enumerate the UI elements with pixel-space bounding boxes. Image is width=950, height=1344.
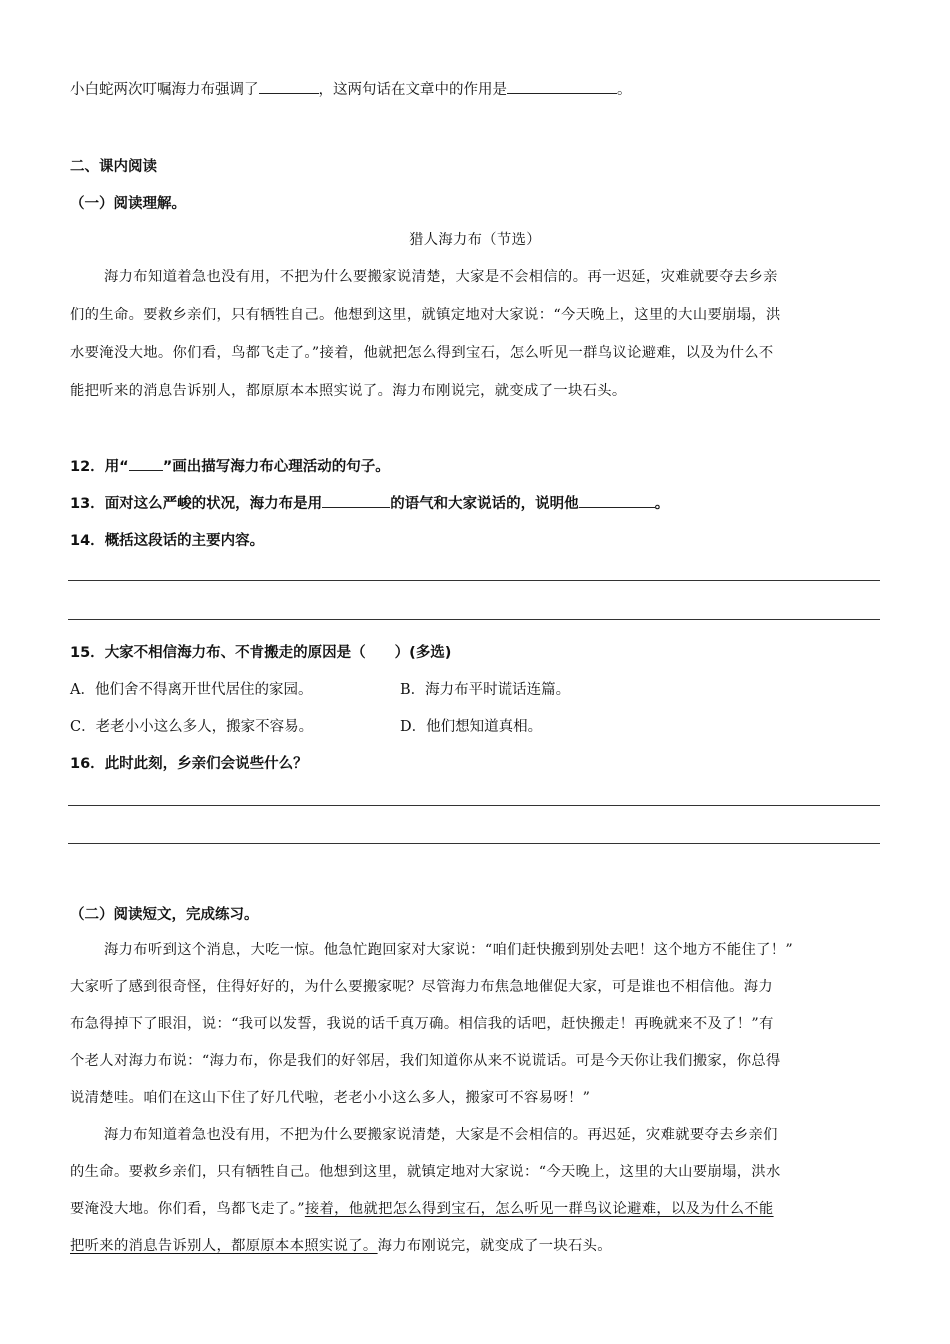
passage-line: 说清楚哇。咱们在这山下住了好几代啦，老老小小这么多人，搬家可不容易呀！” [70,1090,591,1106]
top-question-text-3: 。 [617,82,632,98]
question-text: 概括这段话的主要内容。 [104,533,265,549]
passage-line [70,1235,612,1255]
option-a[interactable]: A．他们舍不得离开世代居住的家园。 [70,682,313,698]
passage-line: 海力布听到这个消息，大吃一惊。他急忙跑回家对大家说：“咱们赶快搬到别处去吧！这个地方不能住了！” [104,942,794,958]
question-text: 大家不相信海力布、不肯搬走的原因是（ ）(多选) [104,645,452,661]
underlined-sentence: 接着，他就把怎么得到宝石，怎么听见一群鸟议论避难，以及为什么不能 [304,1201,774,1217]
answer-blank[interactable] [129,470,163,471]
option-d[interactable]: D．他们想知道真相。 [400,719,543,735]
passage-text: 要淹没大地。你们看，鸟都飞走了。” [70,1201,305,1217]
question-16 [70,752,308,773]
option-c[interactable]: C．老老小小这么多人，搬家不容易。 [70,719,314,735]
question-14 [70,529,264,550]
top-question-text-1: 小白蛇两次叮嘱海力布强调了 [70,82,259,98]
top-question-text-2: ，这两句话在文章中的作用是 [318,82,507,98]
answer-line[interactable] [68,619,880,620]
subsection-heading: （一）阅读理解。 [70,196,186,212]
answer-blank[interactable] [259,93,319,94]
question-text: 的语气和大家说话的，说明他 [390,496,579,512]
answer-blank[interactable] [579,507,655,508]
answer-line[interactable] [68,805,880,806]
passage-line: 布急得掉下了眼泪，说：“我可以发誓，我说的话千真万确。相信我的话吧，赶快搬走！再晚就来不及了！”有 [70,1016,774,1032]
top-question [70,78,632,99]
passage-line: 的生命。要救乡亲们，只有牺牲自己。他想到这里，就镇定地对大家说：“今天晚上，这里的大山要崩塌，洪水 [70,1164,781,1180]
section-heading: 二、课内阅读 [70,159,157,175]
passage-line: 大家听了感到很奇怪，住得好好的，为什么要搬家呢？尽管海力布焦急地催促大家，可是谁也不相信他。海力 [70,979,774,995]
passage-title: 猎人海力布（节选） [409,232,541,248]
passage-line [70,1198,774,1218]
question-12 [70,455,390,476]
answer-line[interactable] [68,580,880,581]
passage-line: 个老人对海力布说：“海力布，你是我们的好邻居，我们知道你从来不说谎话。可是今天你让我们搬家，你总得 [70,1053,781,1069]
question-text: 。 [654,496,670,512]
passage-line: 海力布知道着急也没有用，不把为什么要搬家说清楚，大家是不会相信的。再一迟延，灾难就要夺去乡亲 [104,269,778,285]
answer-blank[interactable] [322,507,390,508]
passage-line: 海力布知道着急也没有用，不把为什么要搬家说清楚，大家是不会相信的。再迟延，灾难就要夺去乡亲们 [104,1127,778,1143]
question-text: 此时此刻，乡亲们会说些什么？ [104,756,308,772]
question-text: 面对这么严峻的状况，海力布是用 [104,496,323,512]
question-text: ”画出描写海力布心理活动的句子。 [162,459,390,475]
passage-text: 海力布刚说完，就变成了一块石头。 [377,1238,612,1254]
question-number: 14． [70,533,105,549]
underlined-sentence: 把听来的消息告诉别人，都原原本本照实说了。 [70,1238,378,1254]
question-number: 12． [70,459,105,475]
option-b[interactable]: B．海力布平时谎话连篇。 [400,682,571,698]
passage-line: 水要淹没大地。你们看，鸟都飞走了。”接着，他就把怎么得到宝石，怎么听见一群鸟议论避难，以及为什么不 [70,345,774,361]
question-13 [70,492,669,513]
question-number: 13． [70,496,105,512]
answer-blank[interactable] [507,93,617,94]
passage-line: 们的生命。要救乡亲们，只有牺牲自己。他想到这里，就镇定地对大家说：“今天晚上，这里的大山要崩塌，洪 [70,307,781,323]
subsection-heading: （二）阅读短文，完成练习。 [70,907,259,923]
question-number: 15． [70,645,105,661]
question-number: 16． [70,756,105,772]
question-text: 用“ [104,459,129,475]
answer-line[interactable] [68,843,880,844]
passage-line: 能把听来的消息告诉别人，都原原本本照实说了。海力布刚说完，就变成了一块石头。 [70,383,627,399]
question-15 [70,641,451,662]
